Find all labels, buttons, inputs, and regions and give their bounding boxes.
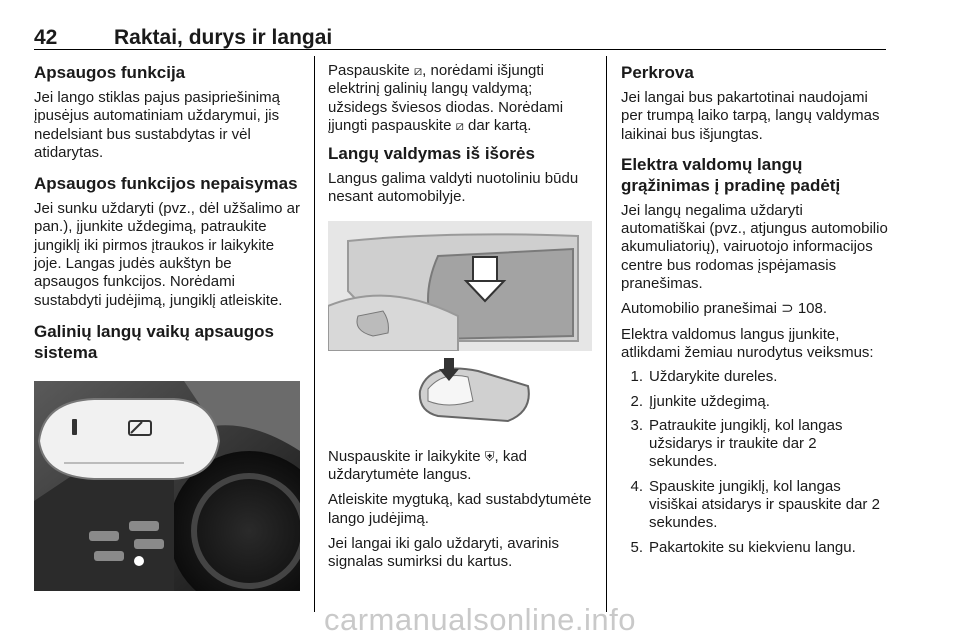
paragraph: Jei sunku uždaryti (pvz., dėl užšalimo ar pan.), įjunkite uždegimą, patraukite jungiklį iki pirmos įtraukos ir laikykite joje. Langas judės aukštyn be apsaugos funkcijos. Norėdami sustabdyti judėjimą, jungiklį atleiskite.: [34, 200, 300, 309]
paragraph: Elektra valdomus langus įjunkite, atlikdami žemiau nurodytus veiksmus:: [621, 325, 874, 361]
list-item: [621, 393, 889, 411]
window-child-lock-icon: ⧄: [413, 63, 423, 78]
text: , norėdami išjungti elektrinį galinių langų valdymą; užsidegs šviesos diodas. Norėdami įjungti paspauskite: [328, 62, 564, 134]
heading-child-safety: Galinių langų vaikų apsaugos sistema: [34, 321, 274, 362]
list-item: [621, 368, 889, 386]
watermark: carmanualsonline.info: [323, 602, 637, 637]
step-number: 2.: [630, 392, 643, 410]
step-number: 3.: [630, 416, 643, 434]
step-text: Uždarykite dureles.: [649, 368, 778, 386]
heading-safety-function: Apsaugos funkcija: [34, 63, 186, 82]
paragraph: Langus galima valdyti nuotoliniu būdu nesant automobilyje.: [328, 170, 579, 206]
chapter-title: Raktai, durys ir langai: [114, 26, 333, 49]
key-fob-illustration: [328, 221, 592, 436]
text: , kad uždarytumėte langus.: [328, 447, 528, 484]
page-reference-arrow-icon: ⊃: [781, 300, 794, 318]
text: Paspauskite: [328, 62, 414, 79]
heading-override: Apsaugos funkcijos nepaisymas: [34, 174, 298, 194]
column-divider-1: [314, 56, 315, 612]
heading-reset-line2: grąžinimas į pradinę padėtį: [621, 175, 841, 195]
list-item: [621, 417, 889, 472]
paragraph: [328, 62, 592, 135]
paragraph: Atleiskite mygtuką, kad sustabdytumėte lango judėjimą.: [328, 491, 592, 527]
step-number: 4.: [630, 477, 643, 495]
step-number: 1.: [630, 368, 643, 386]
paragraph: Jei langai iki galo uždaryti, avarinis signalas sumirksi du kartus.: [328, 534, 559, 571]
key-lock-icon: ⛨: [484, 448, 495, 464]
paragraph: [328, 448, 592, 485]
step-text: Pakartokite su kiekvienu langu.: [649, 538, 856, 556]
window-child-lock-icon: ⧄: [455, 117, 464, 133]
text: Automobilio pranešimai: [621, 300, 782, 318]
steps-list: [621, 368, 889, 557]
column-divider-2: [606, 56, 607, 612]
heading-remote-window: Langų valdymas iš išorės: [328, 144, 535, 164]
door-switch-photo: [34, 381, 300, 591]
list-item: [621, 478, 889, 533]
page-number: 42: [34, 26, 58, 49]
paragraph: Jei lango stiklas pajus pasipriešinimą įpusėjus automatiniam uždarymui, jis nedelsiant bus sustabdytas ir vėl atidarytas.: [34, 89, 280, 161]
step-text: Įjunkite uždegimą.: [649, 392, 770, 410]
heading-overload: Perkrova: [621, 63, 694, 82]
text: dar kartą.: [463, 116, 532, 134]
heading-reset-line1: Elektra valdomų langų: [621, 154, 803, 174]
step-text: Patraukite jungiklį, kol langas užsidarys ir traukite dar 2 sekundes.: [649, 416, 843, 471]
step-number: 5.: [630, 538, 643, 556]
header-rule: [34, 49, 886, 50]
text: Nuspauskite ir laikykite: [328, 447, 485, 465]
paragraph: Jei langų negalima uždaryti automatiškai (pvz., atjungus automobilio akumuliatorių), vairuotojo informacijos centre bus rodomas įspėjamasis pranešimas.: [621, 201, 888, 293]
column-2: [328, 62, 592, 572]
column-3: [621, 62, 889, 563]
page-reference[interactable]: 108.: [797, 300, 828, 318]
paragraph: Jei langai bus pakartotinai naudojami per trumpą laiko tarpą, langų valdymas laikinai bus išjungtas.: [621, 89, 880, 143]
list-item: [621, 539, 889, 557]
paragraph: [621, 300, 889, 318]
step-text: Spauskite jungiklį, kol langas visiškai atsidarys ir spauskite dar 2 sekundes.: [649, 477, 880, 532]
column-1: [34, 62, 300, 591]
